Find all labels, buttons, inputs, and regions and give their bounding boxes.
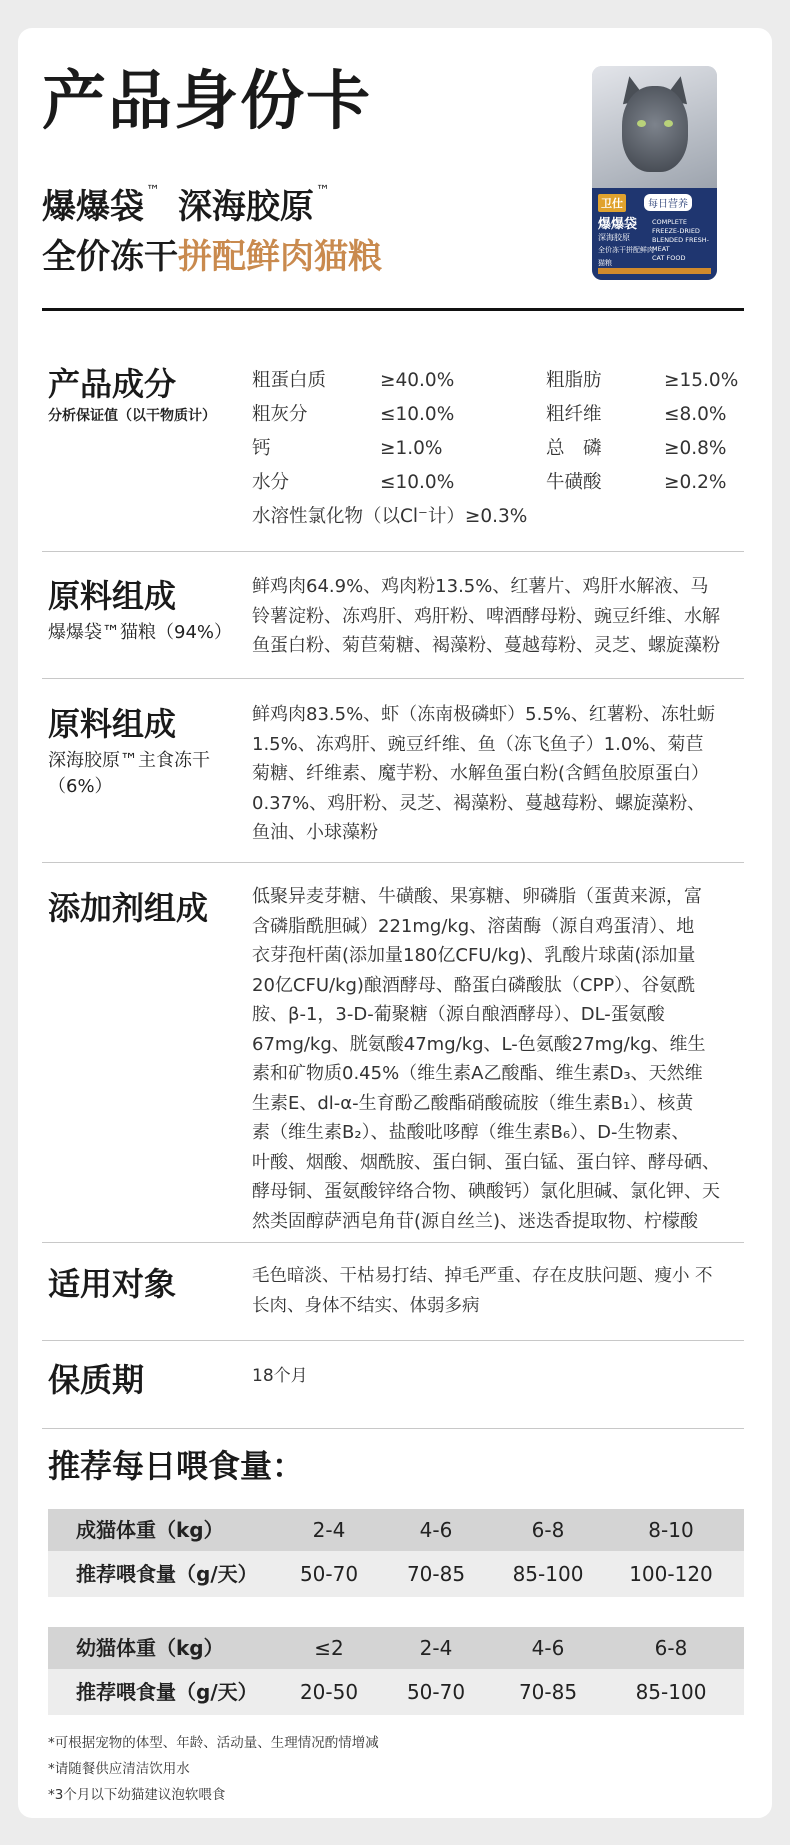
table-cell: 70-85 (406, 1562, 466, 1586)
section-divider (42, 551, 744, 552)
product-name-line2: 全价冻干拼配鲜肉猫粮 (42, 237, 382, 277)
nutrient-value: ≥15.0% (664, 370, 739, 391)
header-divider (42, 308, 744, 311)
additives-title: 添加剂组成 (48, 889, 209, 927)
nutrition-note: 分析保证值（以干物质计） (48, 408, 216, 424)
product-name-line1: 爆爆袋 ™ 深海胶原 ™ (42, 183, 330, 227)
suitable-title: 适用对象 (48, 1265, 177, 1303)
table-cell: ≤2 (314, 1636, 344, 1660)
package-badge: 每日营养 (644, 194, 692, 211)
additives-text: 低聚异麦芽糖、牛磺酸、果寡糖、卵磷脂（蛋黄来源，富 含磷脂酰胆碱）221mg/kg、溶菌酶（源自鸡蛋清）、地 衣芽孢杆菌(添加量180亿CFU/kg)、乳酸片球菌(添加量 20亿CFU/kg)酿酒酵母、酪蛋白磷酸肽（CPP）、谷氨酰 胺、β-1，3-D-葡聚糖（源自酿酒酵母）、DL-蛋氨酸 67mg/kg、胱氨酸47mg/kg、L-色氨酸27mg/kg、维生 素和矿物质0.45%（维生素A乙酸酯、维生素D₃、天然维 生素E、dl-α-生育酚乙酸酯硝酸硫胺（维生素B₁）、核黄 素（维生素B₂）、盐酸吡哆醇（维生素B₆）、D-生物素、 叶酸、烟酸、烟酰胺、蛋白铜、蛋白锰、蛋白锌、酵母硒、 酵母铜、蛋氨酸锌络合物、碘酸钙）氯化胆碱、氯化钾、天 然类固醇萨洒皂角苷(源自丝兰)、迷迭香提取物、柠檬酸 (252, 886, 720, 1232)
package-brand: 卫仕 (598, 194, 626, 212)
table-cell: 70-85 (518, 1680, 578, 1704)
table-cell: 50-70 (299, 1562, 359, 1586)
product-package-image (592, 66, 717, 280)
package-name: 爆爆袋 深海胶原 全价冻干拼配鲜肉猫粮 (598, 217, 654, 267)
shelf-life-value: 18个月 (252, 1366, 308, 1386)
nutrient-name: 总 磷 (546, 438, 602, 459)
feeding-title: 推荐每日喂食量： (48, 1447, 305, 1485)
page-title: 产品身份卡 (42, 65, 372, 139)
shelf-life-title: 保质期 (48, 1361, 145, 1399)
kitten-weight-row (48, 1627, 744, 1669)
kitten-amount-row (48, 1669, 744, 1715)
raw-material-text: 鲜鸡肉64.9%、鸡肉粉13.5%、红薯片、鸡肝水解液、马 铃薯淀粉、冻鸡肝、鸡肝粉、啤酒酵母粉、豌豆纤维、水解 鱼蛋白粉、菊苣菊糖、褐藻粉、蔓越莓粉、灵芝、螺旋藻粉 (252, 576, 720, 656)
raw-material-title: 原料组成 (48, 705, 177, 743)
table-cell: 6-8 (531, 1518, 565, 1542)
nutrient-name: 粗脂肪 (546, 370, 602, 391)
table-cell: 85-100 (512, 1562, 584, 1586)
footnote: *请随餐供应清洁饮用水 (48, 1761, 190, 1777)
raw-material-title: 原料组成 (48, 577, 177, 615)
raw-material-note: 爆爆袋™猫粮（94%） (48, 622, 233, 643)
section-divider (42, 1340, 744, 1341)
table-cell: 20-50 (299, 1680, 359, 1704)
footnote: *可根据宠物的体型、年龄、活动量、生理情况酌情增减 (48, 1735, 379, 1751)
package-english-name: COMPLETE FREEZE-DRIED BLENDED FRESH-MEAT CAT FOOD (652, 218, 709, 262)
nutrient-name: 水分 (252, 472, 290, 493)
table-cell: 4-6 (419, 1518, 453, 1542)
adult-amount-row (48, 1551, 744, 1597)
section-divider (42, 862, 744, 863)
table-cell: 4-6 (531, 1636, 565, 1660)
cat-eye-icon (664, 120, 673, 127)
package-label (592, 188, 717, 280)
raw-material-note: 深海胶原™主食冻干 （6%） (48, 750, 210, 798)
table-cell: 50-70 (406, 1680, 466, 1704)
nutrient-value: ≥1.0% (380, 438, 443, 459)
cat-eye-icon (637, 120, 646, 127)
nutrient-value: ≥0.2% (664, 472, 727, 493)
cat-photo-icon (592, 66, 717, 188)
adult-weight-label: 成猫体重（kg） (76, 1518, 224, 1542)
cat-head-icon (622, 86, 688, 172)
section-divider (42, 1428, 744, 1429)
nutrient-value: ≤10.0% (380, 404, 455, 425)
suitable-text: 毛色暗淡、干枯易打结、掉毛严重、存在皮肤问题、瘦小 不 长肉、身体不结实、体弱多病 (252, 1266, 713, 1316)
package-strip (598, 268, 711, 274)
section-divider (42, 1242, 744, 1243)
section-divider (42, 678, 744, 679)
nutrient-name: 粗灰分 (252, 404, 308, 425)
kitten-amount-label: 推荐喂食量（g/天） (76, 1680, 258, 1704)
nutrient-name: 钙 (252, 438, 271, 459)
footnote: *3个月以下幼猫建议泡软喂食 (48, 1787, 226, 1803)
adult-amount-label: 推荐喂食量（g/天） (76, 1562, 258, 1586)
nutrient-name: 粗纤维 (546, 404, 602, 425)
nutrient-name: 粗蛋白质 (252, 370, 327, 391)
kitten-weight-label: 幼猫体重（kg） (76, 1636, 224, 1660)
nutrient-value: ≤8.0% (664, 404, 727, 425)
nutrient-name: 牛磺酸 (546, 472, 602, 493)
nutrient-value: ≥40.0% (380, 370, 455, 391)
table-cell: 8-10 (648, 1518, 694, 1542)
table-cell: 2-4 (419, 1636, 453, 1660)
table-cell: 100-120 (629, 1562, 713, 1586)
nutrient-extra: 水溶性氯化物（以Cl⁻计）≥0.3% (252, 506, 528, 527)
nutrient-value: ≥0.8% (664, 438, 727, 459)
raw-material-text: 鲜鸡肉83.5%、虾（冻南极磷虾）5.5%、红薯粉、冻牡蛎 1.5%、冻鸡肝、豌豆纤维、鱼（冻飞鱼子）1.0%、菊苣 菊糖、纤维素、魔芋粉、水解鱼蛋白粉(含鳕鱼胶原蛋白） 0.37%、鸡肝粉、灵芝、褐藻粉、蔓越莓粉、螺旋藻粉、 鱼油、小球藻粉 (252, 704, 715, 843)
nutrition-title: 产品成分 (48, 365, 177, 403)
table-cell: 2-4 (312, 1518, 346, 1542)
table-cell: 6-8 (654, 1636, 688, 1660)
nutrient-value: ≤10.0% (380, 472, 455, 493)
adult-weight-row (48, 1509, 744, 1551)
table-cell: 85-100 (635, 1680, 707, 1704)
